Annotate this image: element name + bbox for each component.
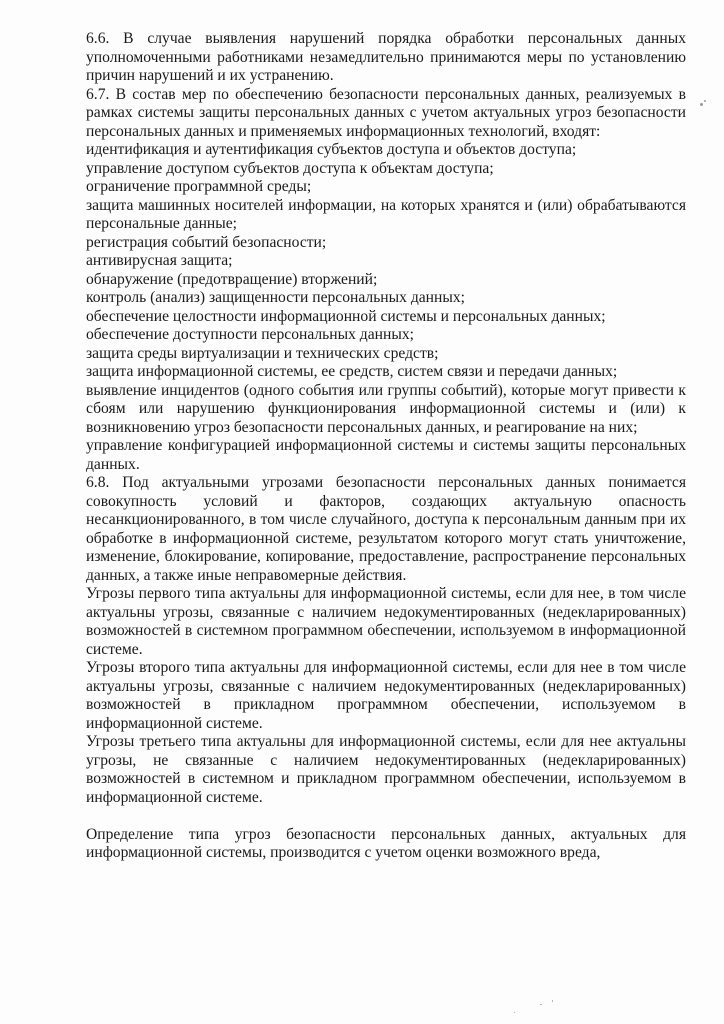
document-body [86, 30, 686, 863]
paragraph-6-8: 6.8. Под актуальными угрозами безопасности персональных данных понимается совокупность условий и факторов, создающих актуальную опасность несанкционированного, в том числе случайного, доступа к персональным данным при их обработке в информационной системе, результатом которого могут стать уничтожение, изменение, блокирование, копирование, предоставление, распространение персональных данных, а также иные неправомерные действия. [86, 474, 686, 584]
list-item: обнаружение (предотвращение) вторжений; [86, 270, 378, 288]
paragraph-threat-type-2: Угрозы второго типа актуальны для информационной системы, если для нее в том числе актуальны угрозы, связанные с наличием недокументированных (недекларированных) возможностей в прикладном программном обеспечении, используемом в информационной системе. [86, 659, 686, 732]
paragraph-gap [86, 807, 686, 826]
list-item: обеспечение доступности персональных данных; [86, 326, 414, 343]
scan-speck [700, 103, 703, 106]
list-item: защита машинных носителей информации, на которых хранятся и (или) обрабатываются персональные данные; [86, 196, 686, 232]
list-item: управление конфигурацией информационной системы и системы защиты персональных данных. [86, 437, 686, 473]
list-item: выявление инцидентов (одного события или группы событий), которые могут привести к сбоям или нарушению функционирования информационной системы и (или) к возникновению угроз безопасности персональных данных, и реагирование на них; [86, 381, 686, 436]
scan-speck [704, 100, 706, 102]
list-item: контроль (анализ) защищенности персональных данных; [86, 289, 465, 306]
list-item: ограничение программной среды; [86, 178, 312, 195]
list-item: управление доступом субъектов доступа к объектам доступа; [86, 159, 494, 177]
scan-speck [514, 1012, 515, 1013]
paragraph-threat-type-3: Угрозы третьего типа актуальны для информационной системы, если для нее актуальны угрозы, не связанные с наличием недокументированных (недекларированных) возможностей в системном и прикладном программном обеспечении, используемом в информационной системе. [86, 733, 686, 806]
list-item: идентификация и аутентификация субъектов доступа и объектов доступа; [86, 141, 577, 158]
list-item: антивирусная защита; [86, 252, 233, 269]
list-item: регистрация событий безопасности; [86, 233, 327, 251]
paragraph-threat-type-1: Угрозы первого типа актуальны для информационной системы, если для нее, в том числе актуальны угрозы, связанные с наличием недокументированных (недекларированных) возможностей в системном программном обеспечении, используемом в информационной системе. [86, 585, 686, 658]
paragraph-6-6: 6.6. В случае выявления нарушений порядка обработки персональных данных уполномоченными работниками незамедлительно принимаются меры по установлению причин нарушений и их устранению. [86, 30, 686, 84]
paragraph-6-7: 6.7. В состав мер по обеспечению безопасности персональных данных, реализуемых в рамках системы защиты персональных данных с учетом актуальных угроз безопасности персональных данных и применяемых информационных технологий, входят: [86, 85, 686, 140]
list-item: обеспечение целостности информационной системы и персональных данных; [86, 307, 606, 325]
list-item: защита среды виртуализации и технических средств; [86, 344, 439, 362]
scan-speck [540, 1004, 542, 1005]
scan-speck [552, 1000, 553, 1002]
list-item: защита информационной системы, ее средств, систем связи и передачи данных; [86, 363, 618, 380]
paragraph-threat-type-definition: Определение типа угроз безопасности персональных данных, актуальных для информационной системы, производится с учетом оценки возможного вреда, [86, 825, 686, 861]
